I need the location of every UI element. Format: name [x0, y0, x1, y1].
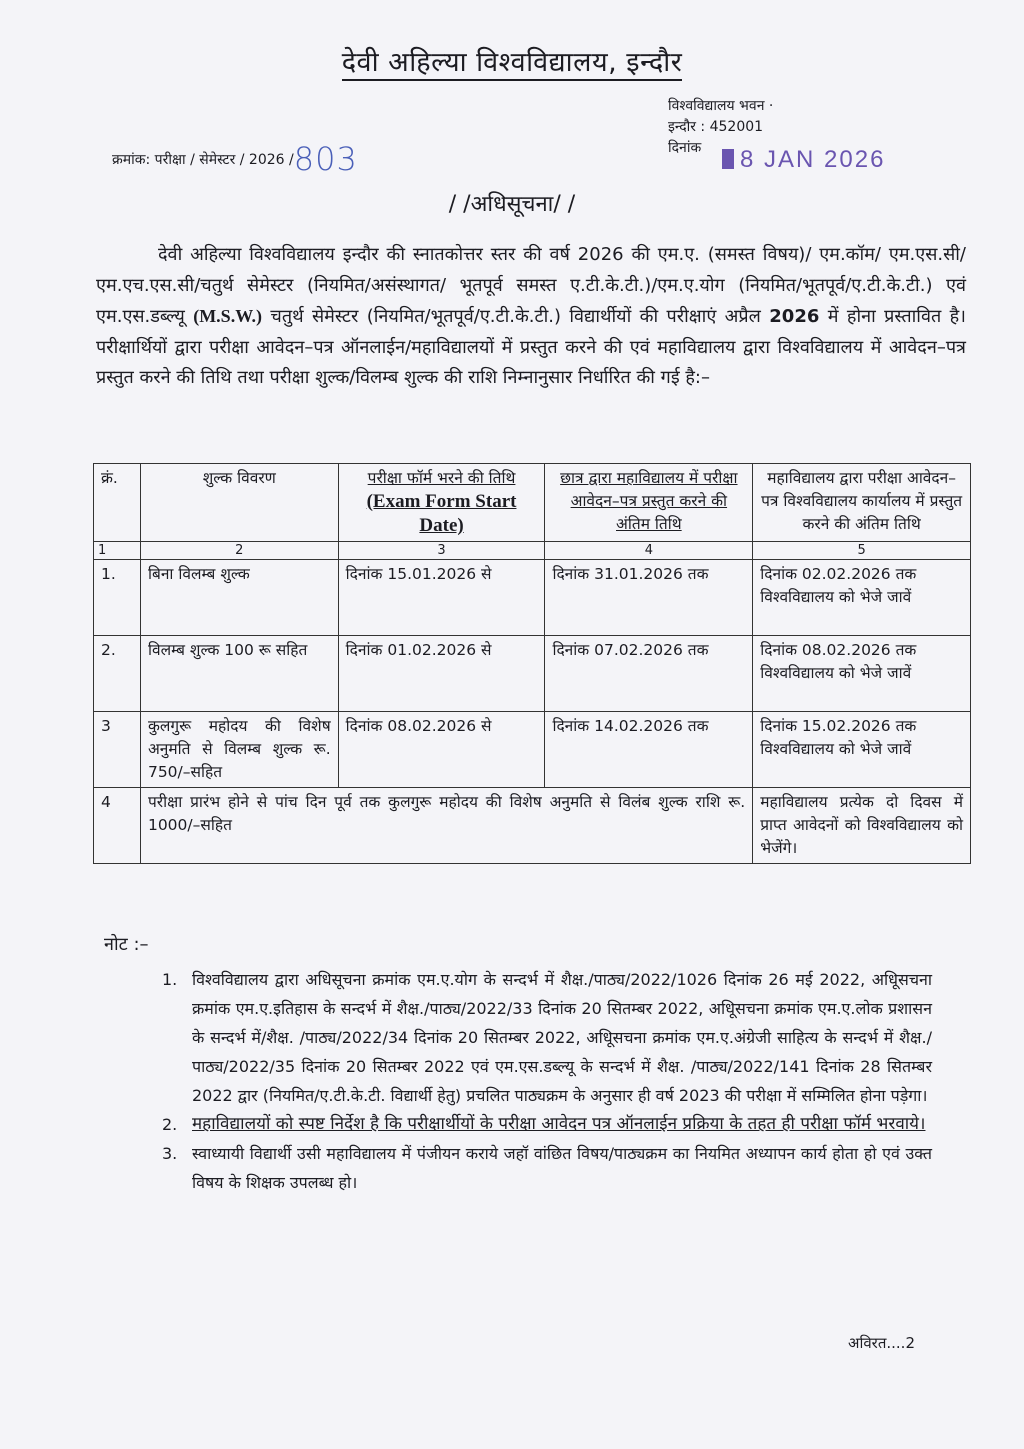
header-form-start-date: परीक्षा फॉर्म भरने की तिथि (Exam Form Start Date) — [338, 464, 545, 542]
handwritten-number: 803 — [293, 140, 358, 178]
table-row: 1. बिना विलम्ब शुल्क दिनांक 15.01.2026 से दिनांक 31.01.2026 तक दिनांक 02.02.2026 तक विश्वविद्यालय को भेजे जावें — [94, 560, 971, 636]
date-stamp — [722, 146, 885, 174]
table-row: 2. विलम्ब शुल्क 100 रू सहित दिनांक 01.02.2026 से दिनांक 07.02.2026 तक दिनांक 08.02.2026 तक विश्वविद्यालय को भेजे जावें — [94, 636, 971, 712]
intro-paragraph: देवी अहिल्या विश्वविद्यालय इन्दौर की स्नातकोत्तर स्तर की वर्ष 2026 की एम.ए. (समस्त विषय)/ एम.कॉम/ एम.एस.सी/ एम.एच.एस.सी/चतुर्थ सेमेस्टर (नियमित/असंस्थागत/ भूतपूर्व समस्त ए.टी.के.टी.)/एम.ए.योग (नियमित/भूतपूर्व/ए.टी.के.टी.) एवं एम.एस.डब्ल्यू (M.S.W.) चतुर्थ सेमेस्टर (नियमित/भूतपूर्व/ए.टी.के.टी.) विद्यार्थीयों की परीक्षाएं अप्रैल 2026 में होना प्रस्तावित है। परीक्षार्थियों द्वारा परीक्षा आवेदन–पत्र ऑनलाईन/महाविद्यालयों में प्रस्तुत करने की एवं महाविद्यालय द्वारा विश्वविद्यालय में आवेदन–पत्र प्रस्तुत करने की तिथि तथा परीक्षा शुल्क/विलम्ब शुल्क की राशि निम्नानुसार निर्धारित की गई है:– — [96, 244, 966, 388]
continuation-marker: अविरत....2 — [848, 1334, 915, 1352]
notes-list — [162, 965, 932, 1197]
reference-number — [112, 134, 358, 178]
date-stamp-text: 8 JAN 2026 — [740, 146, 886, 173]
university-title: देवी अहिल्या विश्वविद्यालय, इन्दौर — [0, 42, 1024, 79]
header-fee-description: शुल्क विवरण — [140, 464, 338, 542]
notes-label: नोट :– — [104, 934, 149, 955]
table-header-row — [94, 464, 971, 542]
header-college-deadline: महाविद्यालय द्वारा परीक्षा आवेदन–पत्र विश्वविद्यालय कार्यालय में प्रस्तुत करने की अंतिम तिथि — [753, 464, 971, 542]
notice-heading: / /अधिसूचना/ / — [448, 192, 576, 217]
address-line-2: इन्दौर : 452001 — [668, 119, 764, 135]
note-item: 2. महाविद्यालयों को स्पष्ट निर्देश है कि परीक्षार्थीयों के परीक्षा आवेदन पत्र ऑनलाईन प्रक्रिया के तहत ही परीक्षा फॉर्म भरवाये। — [162, 1114, 926, 1134]
header-serial: क्रं. — [94, 464, 141, 542]
column-number-row: 1 2 3 4 5 — [94, 542, 971, 560]
date-label: दिनांक — [668, 140, 702, 156]
stamp-mark-icon — [722, 149, 734, 169]
note-item: 3. स्वाध्यायी विद्यार्थी उसी महाविद्यालय में पंजीयन कराये जहॉ वांछित विषय/पाठ्यक्रम का नियमित अध्यापन कार्य होता हो एवं उक्त विषय के शिक्षक उपलब्ध हो। — [162, 1144, 932, 1192]
fee-schedule-table — [93, 463, 971, 864]
header-student-deadline: छात्र द्वारा महाविद्यालय में परीक्षा आवेदन–पत्र प्रस्तुत करने की अंतिम तिथि — [545, 464, 753, 542]
table-row: 4 परीक्षा प्रारंभ होने से पांच दिन पूर्व तक कुलगुरू महोदय की विशेष अनुमति से विलंब शुल्क राशि रू. 1000/–सहित महाविद्यालय प्रत्येक दो दिवस में प्राप्त आवेदनों को विश्वविद्यालय को भेजेंगे। — [94, 788, 971, 864]
reference-prefix: क्रमांक: परीक्षा / सेमेस्टर / 2026 / — [112, 152, 294, 168]
table-row: 3 कुलगुरू महोदय की विशेष अनुमति से विलम्ब शुल्क रू. 750/–सहित दिनांक 08.02.2026 से दिनांक 14.02.2026 तक दिनांक 15.02.2026 तक विश्वविद्यालय को भेजे जावें — [94, 712, 971, 788]
address-line-1: विश्वविद्यालय भवन · — [668, 98, 774, 114]
note-item: 1. विश्वविद्यालय द्वारा अधिसूचना क्रमांक एम.ए.योग के सन्दर्भ में शैक्ष./पाठ्य/2022/1026 दिनांक 26 मई 2022, अधिूसचना क्रमांक एम.ए.इतिहास के सन्दर्भ में शैक्ष./पाठ्य/2022/33 दिनांक 20 सितम्बर 2022, अधिूसचना क्रमांक एम.ए.लोक प्रशासन के सन्दर्भ में/शैक्ष. /पाठ्य/2022/34 दिनांक 20 सितम्बर 2022, अधिूसचना क्रमांक एम.ए.अंग्रेजी साहित्य के सन्दर्भ में शैक्ष./पाठ्य/2022/35 दिनांक 20 सितम्बर 2022 एवं एम.एस.डब्ल्यू के सन्दर्भ में शैक्ष. /पाठ्य/2022/141 दिनांक 28 सितम्बर 2022 द्वार (नियमित/ए.टी.के.टी. विद्यार्थी हेतु) प्रचलित पाठ्यक्रम के अनुसार ही वर्ष 2023 की परीक्षा में सम्मिलित होना पड़ेगा। — [162, 970, 932, 1105]
